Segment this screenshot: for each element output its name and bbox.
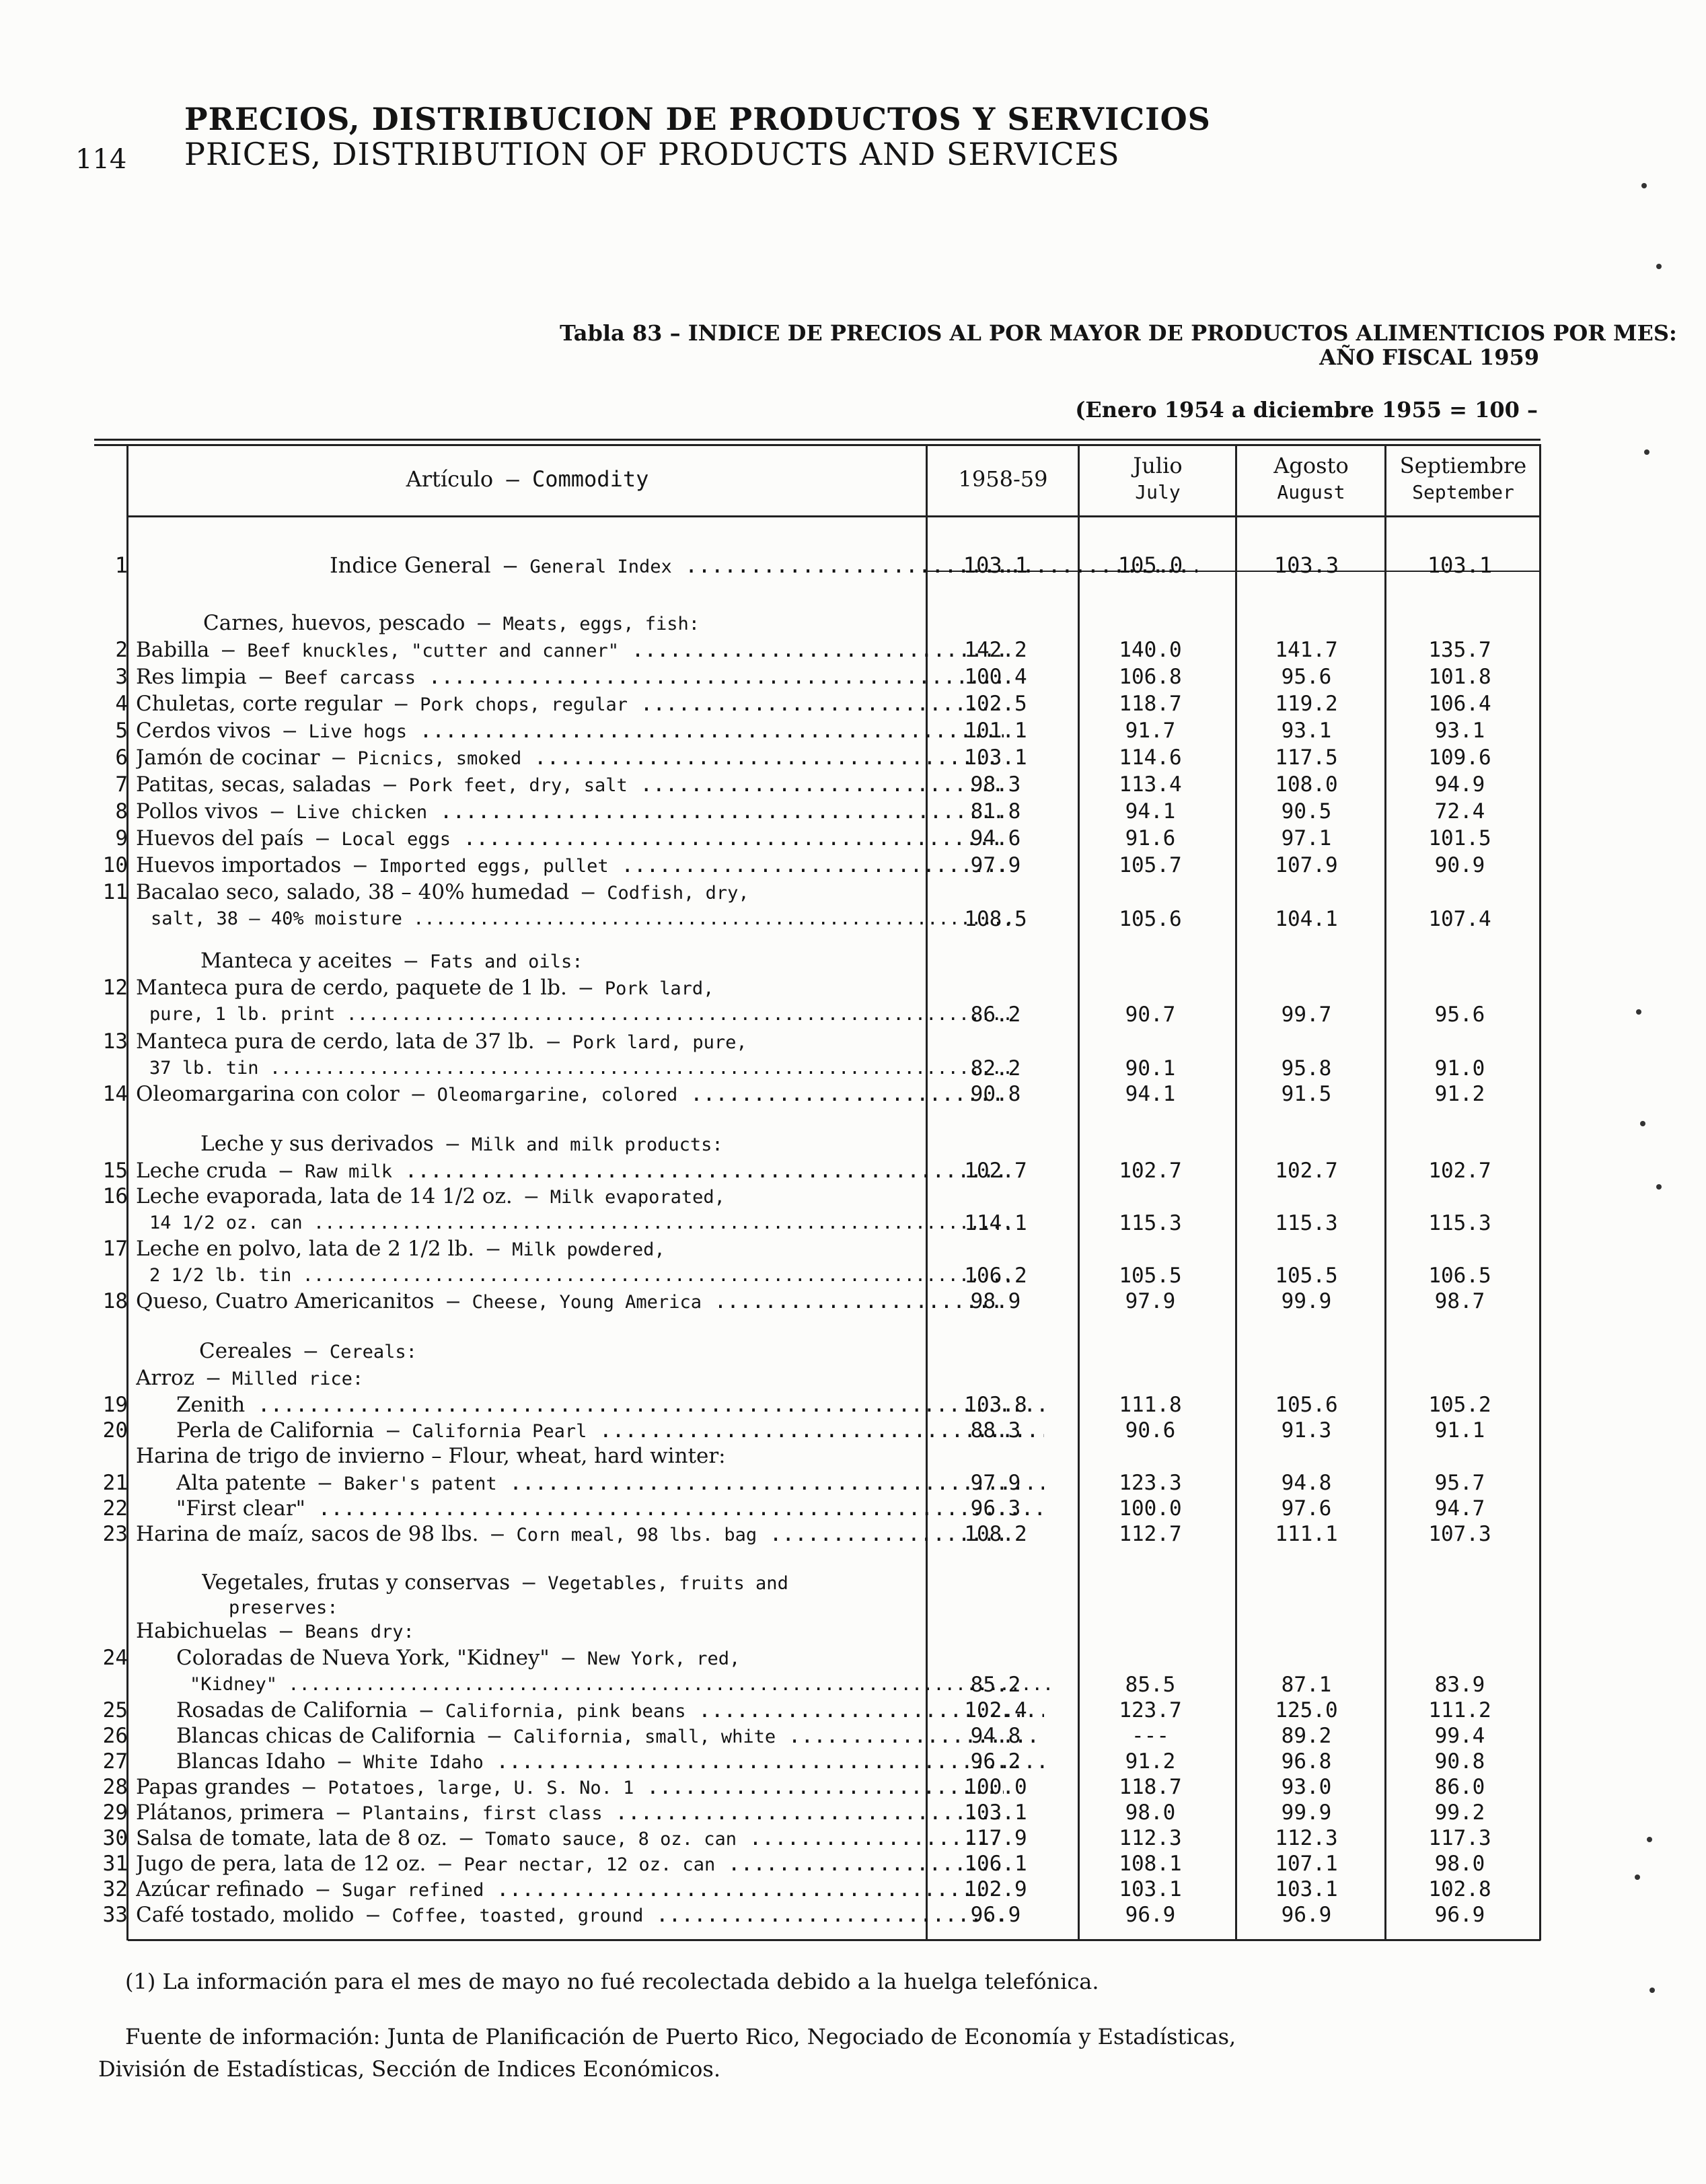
row-number: 19 (102, 1393, 128, 1417)
value-august: 97.6 (1281, 1496, 1332, 1521)
row-number: 15 (102, 1159, 128, 1183)
value-august: 105.5 (1275, 1264, 1338, 1288)
value-july: 94.1 (1125, 1082, 1176, 1106)
row-label-continued: "Kidney" ..... (190, 1671, 1058, 1698)
scan-speck (1644, 449, 1649, 455)
value-august: 99.7 (1281, 1003, 1332, 1027)
value-july: 118.7 (1119, 1775, 1182, 1799)
subsection-heading (94, 1617, 1541, 1644)
value-august: 90.5 (1281, 799, 1332, 824)
value-july: 94.1 (1125, 799, 1176, 824)
row-label: "First clear" ..... (176, 1495, 1044, 1522)
value-fy: 101.1 (964, 719, 1027, 743)
value-july: 85.5 (1125, 1673, 1176, 1697)
header-commodity: Artículo – Commodity (406, 466, 649, 492)
source-line-1: Fuente de información: Junta de Planificación de Puerto Rico, Negociado de Economía y Estadísticas, (125, 2024, 1236, 2049)
row-label: Indice General – General Index ..... (330, 552, 1197, 581)
section-heading (94, 1569, 1541, 1596)
row-number: 32 (102, 1877, 128, 1901)
header-july-en: July (1135, 481, 1181, 503)
value-fy: 85.2 (970, 1673, 1021, 1697)
page-title-english: PRICES, DISTRIBUTION OF PRODUCTS AND SERVICES (184, 136, 1120, 172)
value-july: 97.9 (1125, 1289, 1176, 1313)
header-september-en: September (1412, 481, 1514, 503)
table-row (94, 1391, 1541, 1418)
row-label: Azúcar refinado – Sugar refined ..... (136, 1876, 1004, 1904)
value-fy: 142.2 (964, 638, 1027, 662)
table-row (94, 1495, 1541, 1522)
row-number: 1 (114, 552, 128, 578)
table-row (94, 717, 1541, 744)
row-number: 28 (102, 1775, 128, 1799)
subsection-flour: Harina de trigo de invierno – Flour, wheat, hard winter: (136, 1444, 726, 1468)
table-row (94, 663, 1541, 690)
row-label: Jugo de pera, lata de 12 oz. – Pear nectar, 12 oz. can ..... (136, 1850, 1004, 1879)
row-label: Coloradas de Nueva York, "Kidney" – New York, red, (176, 1646, 741, 1670)
value-fy: 96.3 (970, 1496, 1021, 1521)
value-september: 117.3 (1428, 1826, 1491, 1850)
row-label: Leche en polvo, lata de 2 1/2 lb. – Milk powdered, (136, 1237, 665, 1261)
table-row (94, 906, 1541, 933)
row-number: 24 (102, 1646, 128, 1670)
table-row-first-line (94, 879, 1541, 906)
value-august: 105.6 (1275, 1393, 1338, 1417)
value-fy: 97.9 (970, 1471, 1021, 1495)
value-september: 95.6 (1434, 1003, 1485, 1027)
value-july: 90.1 (1125, 1056, 1176, 1081)
scan-speck (1640, 1121, 1645, 1126)
row-label-continued: 37 lb. tin ..... (149, 1055, 1017, 1082)
row-label-continued: 2 1/2 lb. tin ..... (149, 1262, 1017, 1289)
value-july: --- (1132, 1724, 1169, 1748)
value-fy: 96.2 (970, 1749, 1021, 1774)
section-heading (94, 947, 1541, 974)
value-july: 90.7 (1125, 1003, 1176, 1027)
section-heading (94, 610, 1541, 636)
value-september: 99.2 (1434, 1800, 1485, 1825)
value-fy: 81.8 (970, 799, 1021, 824)
row-number: 11 (102, 880, 128, 904)
row-label: Huevos importados – Imported eggs, pullet ..... (136, 852, 1004, 880)
row-label: Salsa de tomate, lata de 8 oz. – Tomato sauce, 8 oz. can ..... (136, 1825, 1004, 1853)
table-row-first-line (94, 1644, 1541, 1671)
header-august-es: Agosto (1273, 453, 1349, 478)
table-row (94, 1210, 1541, 1237)
value-september: 86.0 (1434, 1775, 1485, 1799)
table-row (94, 1157, 1541, 1184)
table-row (94, 1748, 1541, 1775)
table-row (94, 771, 1541, 798)
row-label: Babilla – Beef knuckles, "cutter and canner" ..... (136, 636, 1004, 665)
value-september: 103.1 (1427, 552, 1493, 578)
table-row (94, 1469, 1541, 1496)
row-number: 16 (102, 1184, 128, 1208)
value-july: 103.1 (1119, 1877, 1182, 1901)
value-july: 112.3 (1119, 1826, 1182, 1850)
value-july: 115.3 (1119, 1211, 1182, 1235)
footnote: (1) La información para el mes de mayo no fué recolectada debido a la huelga telefónica. (125, 1969, 1099, 1994)
section-vegetables: Vegetales, frutas y conservas – Vegetables, fruits and (202, 1570, 788, 1595)
value-august: 102.7 (1275, 1159, 1338, 1183)
table-top-rule (94, 439, 1541, 441)
value-august: 103.1 (1275, 1877, 1338, 1901)
value-july: 105.0 (1117, 552, 1183, 578)
source-line-2: División de Estadísticas, Sección de Indices Económicos. (98, 2056, 720, 2082)
header-article-en: Commodity (531, 466, 649, 492)
row-label-continued: salt, 38 – 40% moisture ..... (151, 906, 1018, 933)
table-row-first-line (94, 974, 1541, 1001)
row-label: Bacalao seco, salado, 38 – 40% humedad – Codfish, dry, (136, 880, 749, 904)
header-fiscal-year: 1958-59 (958, 466, 1048, 492)
table-row (94, 1876, 1541, 1903)
value-july: 123.7 (1119, 1698, 1182, 1722)
value-september: 91.0 (1434, 1056, 1485, 1081)
row-number: 29 (102, 1800, 128, 1825)
value-august: 119.2 (1275, 692, 1338, 716)
value-september: 107.4 (1428, 907, 1491, 931)
table-row-first-line (94, 1183, 1541, 1210)
row-number: 13 (102, 1029, 128, 1054)
value-fy: 102.5 (964, 692, 1027, 716)
row-label: Alta patente – Baker's patent ..... (176, 1469, 1044, 1498)
value-august: 103.3 (1273, 552, 1339, 578)
value-august: 96.8 (1281, 1749, 1332, 1774)
subsection-heading (94, 1364, 1541, 1391)
value-fy: 106.2 (964, 1264, 1027, 1288)
row-label: Café tostado, molido – Coffee, toasted, ground ..... (136, 1901, 1004, 1930)
row-label: Res limpia – Beef carcass ..... (136, 663, 1004, 692)
value-fy: 102.4 (964, 1698, 1027, 1722)
table-top-rule-double (94, 444, 1541, 446)
table-row-first-line (94, 1028, 1541, 1055)
row-number: 14 (102, 1082, 128, 1106)
row-label: Leche cruda – Raw milk ..... (136, 1157, 1004, 1186)
value-fy: 103.1 (964, 745, 1027, 770)
value-september: 91.2 (1434, 1082, 1485, 1106)
value-september: 93.1 (1434, 719, 1485, 743)
table-row (94, 1825, 1541, 1852)
value-september: 98.7 (1434, 1289, 1485, 1313)
value-august: 125.0 (1275, 1698, 1338, 1722)
value-july: 91.2 (1125, 1749, 1176, 1774)
row-label: Jamón de cocinar – Picnics, smoked ..... (136, 744, 1004, 772)
value-september: 135.7 (1428, 638, 1491, 662)
value-september: 106.4 (1428, 692, 1491, 716)
row-label: Manteca pura de cerdo, lata de 37 lb. – Pork lard, pure, (136, 1029, 747, 1054)
value-july: 100.0 (1119, 1496, 1182, 1521)
value-august: 87.1 (1281, 1673, 1332, 1697)
row-label: Rosadas de California – California, pink beans ..... (176, 1697, 1044, 1725)
value-september: 101.8 (1428, 665, 1491, 689)
value-fy: 88.3 (970, 1418, 1021, 1443)
table-row (94, 1671, 1541, 1698)
value-fy: 94.6 (970, 826, 1021, 850)
row-label: Blancas Idaho – White Idaho ..... (176, 1748, 1044, 1776)
subsection-rice: Arroz – Milled rice: (136, 1366, 364, 1390)
value-september: 106.5 (1428, 1264, 1491, 1288)
row-number: 23 (102, 1522, 128, 1546)
row-label-continued: 14 1/2 oz. can ..... (149, 1210, 1017, 1237)
value-fy: 90.8 (970, 1082, 1021, 1106)
value-august: 93.1 (1281, 719, 1332, 743)
value-july: 98.0 (1125, 1800, 1176, 1825)
table-row (94, 852, 1541, 879)
value-august: 104.1 (1275, 907, 1338, 931)
table-row (94, 798, 1541, 825)
table-row (94, 1901, 1541, 1928)
value-july: 91.7 (1125, 719, 1176, 743)
value-september: 94.7 (1434, 1496, 1485, 1521)
value-september: 101.5 (1428, 826, 1491, 850)
value-fy: 98.9 (970, 1289, 1021, 1313)
value-fy: 82.2 (970, 1056, 1021, 1081)
value-august: 97.1 (1281, 826, 1332, 850)
row-label: Huevos del país – Local eggs ..... (136, 825, 1004, 853)
row-number: 6 (115, 745, 128, 770)
section-meats: Carnes, huevos, pescado – Meats, eggs, fish: (203, 611, 700, 635)
table-row (94, 1001, 1541, 1028)
value-august: 95.6 (1281, 665, 1332, 689)
value-fy: 94.8 (970, 1724, 1021, 1748)
row-label: Perla de California – California Pearl ..... (176, 1417, 1044, 1445)
row-label: Pollos vivos – Live chicken ..... (136, 798, 1004, 826)
row-number: 3 (115, 665, 128, 689)
table-title: Tabla 83 – INDICE DE PRECIOS AL POR MAYOR DE PRODUCTOS ALIMENTICIOS POR MES: (560, 320, 1677, 346)
value-september: 105.2 (1428, 1393, 1491, 1417)
value-fy: 103.8 (964, 1393, 1027, 1417)
row-number: 30 (102, 1826, 128, 1850)
value-september: 107.3 (1428, 1522, 1491, 1546)
value-august: 99.9 (1281, 1289, 1332, 1313)
section-heading (94, 1130, 1541, 1157)
row-label: Zenith ..... (176, 1391, 1044, 1418)
header-july-es: Julio (1133, 453, 1183, 478)
table-row (94, 1722, 1541, 1749)
table-row (94, 1081, 1541, 1107)
value-july: 105.7 (1119, 853, 1182, 877)
value-september: 90.8 (1434, 1749, 1485, 1774)
row-label-continued: pure, 1 lb. print ..... (149, 1001, 1017, 1028)
row-label: Papas grandes – Potatoes, large, U. S. No. 1 ..... (136, 1774, 1004, 1802)
table-row (94, 1850, 1541, 1877)
row-number: 26 (102, 1724, 128, 1748)
value-august: 141.7 (1275, 638, 1338, 662)
value-august: 94.8 (1281, 1471, 1332, 1495)
value-july: 113.4 (1119, 772, 1182, 797)
value-september: 115.3 (1428, 1211, 1491, 1235)
value-august: 115.3 (1275, 1211, 1338, 1235)
value-july: 118.7 (1119, 692, 1182, 716)
value-september: 109.6 (1428, 745, 1491, 770)
value-september: 98.0 (1434, 1852, 1485, 1876)
row-label: Harina de maíz, sacos de 98 lbs. – Corn meal, 98 lbs. bag ..... (136, 1521, 1004, 1549)
table-row (94, 1417, 1541, 1444)
value-august: 112.3 (1275, 1826, 1338, 1850)
value-fy: 96.9 (970, 1903, 1021, 1927)
value-september: 102.7 (1428, 1159, 1491, 1183)
row-number: 2 (115, 638, 128, 662)
value-august: 89.2 (1281, 1724, 1332, 1748)
value-july: 123.3 (1119, 1471, 1182, 1495)
header-bottom-rule (128, 515, 1541, 517)
value-july: 105.5 (1119, 1264, 1182, 1288)
row-number: 17 (102, 1237, 128, 1261)
scan-speck (1636, 1009, 1641, 1015)
value-fy: 103.1 (963, 552, 1029, 578)
value-july: 112.7 (1119, 1522, 1182, 1546)
row-number: 10 (102, 853, 128, 877)
value-september: 111.2 (1428, 1698, 1491, 1722)
row-label: Plátanos, primera – Plantains, first class ..... (136, 1799, 1004, 1827)
value-september: 94.9 (1434, 772, 1485, 797)
value-fy: 114.1 (964, 1211, 1027, 1235)
value-july: 106.8 (1119, 665, 1182, 689)
scan-speck (1647, 1837, 1652, 1842)
row-number: 18 (102, 1289, 128, 1313)
row-number: 9 (115, 826, 128, 850)
table-row (94, 1774, 1541, 1800)
value-july: 114.6 (1119, 745, 1182, 770)
table-row (94, 1799, 1541, 1826)
table-row (94, 1288, 1541, 1315)
subsection-heading (94, 1443, 1541, 1469)
table-row (94, 636, 1541, 663)
value-september: 95.7 (1434, 1471, 1485, 1495)
value-fy: 102.7 (964, 1159, 1027, 1183)
row-label: Chuletas, corte regular – Pork chops, regular ..... (136, 690, 1004, 719)
row-number: 8 (115, 799, 128, 824)
section-cereals: Cereales – Cereals: (199, 1339, 417, 1363)
value-september: 72.4 (1434, 799, 1485, 824)
header-august-en: August (1277, 481, 1345, 503)
value-september: 91.1 (1434, 1418, 1485, 1443)
value-august: 91.3 (1281, 1418, 1332, 1443)
header-september-es: Septiembre (1399, 453, 1527, 478)
value-august: 107.9 (1275, 853, 1338, 877)
table-row (94, 744, 1541, 771)
value-july: 102.7 (1119, 1159, 1182, 1183)
scan-speck (1635, 1874, 1640, 1880)
row-number: 21 (102, 1471, 128, 1495)
value-july: 96.9 (1125, 1903, 1176, 1927)
header-article-es: Artículo (406, 466, 494, 492)
value-august: 93.0 (1281, 1775, 1332, 1799)
table-row (94, 825, 1541, 852)
subsection-beans: Habichuelas – Beans dry: (136, 1619, 414, 1643)
table-row (94, 1697, 1541, 1724)
table-row (94, 1055, 1541, 1082)
row-number: 33 (102, 1903, 128, 1927)
value-august: 99.9 (1281, 1800, 1332, 1825)
table-row (94, 1262, 1541, 1289)
value-august: 96.9 (1281, 1903, 1332, 1927)
row-number: 25 (102, 1698, 128, 1722)
value-august: 91.5 (1281, 1082, 1332, 1106)
value-fy: 102.9 (964, 1877, 1027, 1901)
scan-speck (1649, 1988, 1655, 1993)
value-august: 107.1 (1275, 1852, 1338, 1876)
value-august: 108.0 (1275, 772, 1338, 797)
section-fats: Manteca y aceites – Fats and oils: (200, 949, 583, 973)
page-title-spanish: PRECIOS, DISTRIBUCION DE PRODUCTOS Y SERVICIOS (184, 101, 1211, 137)
value-fy: 106.1 (964, 1852, 1027, 1876)
value-august: 117.5 (1275, 745, 1338, 770)
value-september: 102.8 (1428, 1877, 1491, 1901)
value-fy: 108.2 (964, 1522, 1027, 1546)
row-label: Manteca pura de cerdo, paquete de 1 lb. – Pork lard, (136, 976, 714, 1000)
row-number: 22 (102, 1496, 128, 1521)
value-july: 105.6 (1119, 907, 1182, 931)
value-september: 96.9 (1434, 1903, 1485, 1927)
header-september (1387, 452, 1539, 506)
table-base-period: (Enero 1954 a diciembre 1955 = 100 – (1075, 397, 1538, 423)
row-label: Queso, Cuatro Americanitos – Cheese, Young America ..... (136, 1288, 1004, 1316)
row-number: 12 (102, 976, 128, 1000)
row-label: Patitas, secas, saladas – Pork feet, dry, salt ..... (136, 771, 1004, 799)
scan-speck (1656, 264, 1662, 269)
value-august: 95.8 (1281, 1056, 1332, 1081)
table-row (94, 690, 1541, 717)
row-number: 4 (115, 692, 128, 716)
value-fy: 103.1 (964, 1800, 1027, 1825)
value-fy: 108.5 (964, 907, 1027, 931)
value-september: 90.9 (1434, 853, 1485, 877)
header-august (1238, 452, 1384, 506)
section-milk: Leche y sus derivados – Milk and milk products: (200, 1132, 723, 1156)
value-september: 99.4 (1434, 1724, 1485, 1748)
value-july: 108.1 (1119, 1852, 1182, 1876)
table-subtitle: AÑO FISCAL 1959 (1319, 344, 1539, 370)
row-number: 20 (102, 1418, 128, 1443)
section-vegetables-continued: preserves: (229, 1597, 338, 1618)
table-bottom-rule (128, 1939, 1541, 1941)
value-fy: 98.3 (970, 772, 1021, 797)
table-row-first-line (94, 1235, 1541, 1262)
page-number: 114 (75, 144, 127, 175)
row-label: Blancas chicas de California – California, small, white ..... (176, 1722, 1044, 1751)
value-july: 91.6 (1125, 826, 1176, 850)
value-fy: 86.2 (970, 1003, 1021, 1027)
value-july: 111.8 (1119, 1393, 1182, 1417)
value-fy: 100.4 (964, 665, 1027, 689)
value-fy: 117.9 (964, 1826, 1027, 1850)
value-fy: 97.9 (970, 853, 1021, 877)
header-july (1080, 452, 1235, 506)
value-september: 83.9 (1434, 1673, 1485, 1697)
value-fy: 100.0 (964, 1775, 1027, 1799)
row-number: 31 (102, 1852, 128, 1876)
table-row (94, 1521, 1541, 1548)
row-number: 7 (115, 772, 128, 797)
scan-speck (1641, 183, 1647, 188)
value-july: 90.6 (1125, 1418, 1176, 1443)
row-label: Leche evaporada, lata de 14 1/2 oz. – Milk evaporated, (136, 1184, 725, 1208)
value-august: 111.1 (1275, 1522, 1338, 1546)
section-heading (94, 1338, 1541, 1364)
row-label: Oleomargarina con color – Oleomargarine, colored ..... (136, 1081, 1004, 1109)
scan-speck (1656, 1184, 1662, 1190)
table-row (94, 552, 1541, 579)
value-july: 140.0 (1119, 638, 1182, 662)
row-label: Cerdos vivos – Live hogs ..... (136, 717, 1004, 745)
row-number: 27 (102, 1749, 128, 1774)
row-number: 5 (115, 719, 128, 743)
